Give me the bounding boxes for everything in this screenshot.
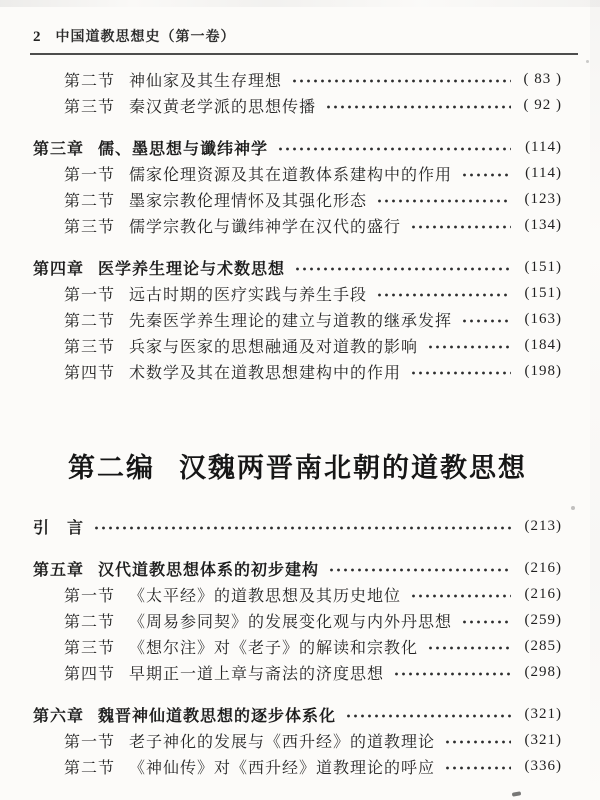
toc-entry [33,160,562,186]
entry-title: 秦汉黄老学派的思想传播 [129,98,317,116]
entry-page-number: (134) [524,216,562,233]
dot-leader [277,145,511,153]
toc-entry [33,186,562,212]
entry-title: 《太平经》的道教思想及其历史地位 [129,587,402,605]
entry-title: 术数学及其在道教思想建构中的作用 [129,364,402,382]
toc-entry [33,66,562,92]
entry-label: 第四章 [33,260,85,278]
entry-title: 《周易参同契》的发展变化观与内外丹思想 [129,613,453,631]
running-title: 中国道教思想史（第一卷） [55,28,236,44]
toc-entry-intro [33,513,562,539]
entry-title: 远古时期的医疗实践与养生手段 [129,286,368,304]
entry-title: 《想尔注》对《老子》的解读和宗教化 [129,639,419,657]
entry-title: 墨家宗教伦理情怀及其强化形态 [129,192,368,210]
dot-leader [93,524,511,532]
entry-page-number: (198) [524,362,562,379]
dot-leader [461,171,511,179]
table-of-contents [33,66,562,779]
dot-leader [427,644,511,652]
entry-page-number: (114) [525,138,562,155]
entry-label: 第四节 [64,364,116,382]
entry-label: 第二节 [64,192,116,210]
scan-smudge-top [0,0,600,7]
dot-leader [410,223,511,231]
dot-leader [461,317,511,325]
scan-smudge-right [590,0,600,800]
dot-leader [410,592,511,600]
entry-title: 儒家伦理资源及其在道教体系建构中的作用 [129,166,453,184]
entry-page-number: (285) [524,637,562,654]
entry-page-number: ( 92 ) [523,96,562,113]
toc-entry [33,607,562,633]
entry-page-number: (336) [524,757,562,774]
entry-title: 儒、墨思想与谶纬神学 [98,140,269,158]
entry-title: 老子神化的发展与《西升经》的道教理论 [129,733,436,751]
entry-page-number: (298) [524,663,562,680]
dot-leader [325,103,511,111]
entry-label: 第三节 [64,338,116,356]
entry-page-number: (151) [524,258,562,275]
entry-page-number: (184) [524,336,562,353]
entry-page-number: (259) [524,611,562,628]
entry-title: 魏晋神仙道教思想的逐步体系化 [98,707,337,725]
entry-title: 早期正一道上章与斋法的济度思想 [129,665,385,683]
dot-leader [393,670,511,678]
part-label: 第二编 [68,453,155,483]
ink-speck [571,506,575,510]
part-heading [33,446,562,485]
dot-leader [345,712,511,720]
dot-leader [427,343,511,351]
entry-title: 儒学宗教化与谶纬神学在汉代的盛行 [129,218,402,236]
entry-title: 医学养生理论与术数思想 [98,260,286,278]
folio-page-number: 2 [33,29,41,45]
toc-entry [33,280,562,306]
running-head [30,26,578,55]
entry-page-number: (114) [525,164,562,181]
entry-label: 第三节 [64,218,116,236]
entry-label: 第一节 [64,733,116,751]
entry-label: 第三章 [33,140,85,158]
toc-entry [33,753,562,779]
dot-leader [444,738,511,746]
dot-leader [444,764,511,772]
dot-leader [461,618,511,626]
entry-page-number: (321) [524,731,562,748]
dot-leader [294,265,511,273]
entry-label: 第四节 [64,665,116,683]
ink-speck [512,791,522,797]
entry-title: 汉代道教思想体系的初步建构 [98,561,320,579]
toc-entry [33,306,562,332]
entry-label: 引 言 [33,519,85,537]
part-title: 汉魏两晋南北朝的道教思想 [179,453,527,483]
entry-label: 第二节 [64,72,116,90]
entry-title: 先秦医学养生理论的建立与道教的继承发挥 [129,312,453,330]
entry-label: 第六章 [33,707,85,725]
entry-page-number: ( 83 ) [523,70,562,87]
dot-leader [328,566,511,574]
toc-entry [33,332,562,358]
dot-leader [291,77,511,85]
toc-entry [33,92,562,118]
toc-entry-chapter [33,254,562,280]
entry-label: 第一节 [64,587,116,605]
entry-page-number: (216) [524,559,562,576]
entry-page-number: (123) [524,190,562,207]
toc-entry [33,727,562,753]
entry-label: 第二节 [64,312,116,330]
entry-page-number: (151) [524,284,562,301]
dot-leader [376,197,511,205]
ink-speck [586,60,589,63]
entry-label: 第一节 [64,286,116,304]
toc-entry-chapter [33,555,562,581]
entry-label: 第三节 [64,98,116,116]
entry-title: 兵家与医家的思想融通及对道教的影响 [129,338,419,356]
toc-entry [33,212,562,238]
dot-leader [376,291,511,299]
entry-page-number: (321) [524,705,562,722]
dot-leader [410,369,511,377]
entry-title: 《神仙传》对《西升经》道教理论的呼应 [129,759,436,777]
toc-entry-chapter [33,701,562,727]
entry-label: 第一节 [64,166,116,184]
entry-label: 第二节 [64,759,116,777]
toc-entry [33,633,562,659]
toc-entry [33,659,562,685]
entry-page-number: (163) [524,310,562,327]
entry-page-number: (213) [524,517,562,534]
entry-label: 第五章 [33,561,85,579]
entry-label: 第三节 [64,639,116,657]
entry-page-number: (216) [524,585,562,602]
entry-title: 神仙家及其生存理想 [129,72,283,90]
toc-entry [33,358,562,384]
entry-label: 第二节 [64,613,116,631]
toc-entry-chapter [33,134,562,160]
toc-entry [33,581,562,607]
